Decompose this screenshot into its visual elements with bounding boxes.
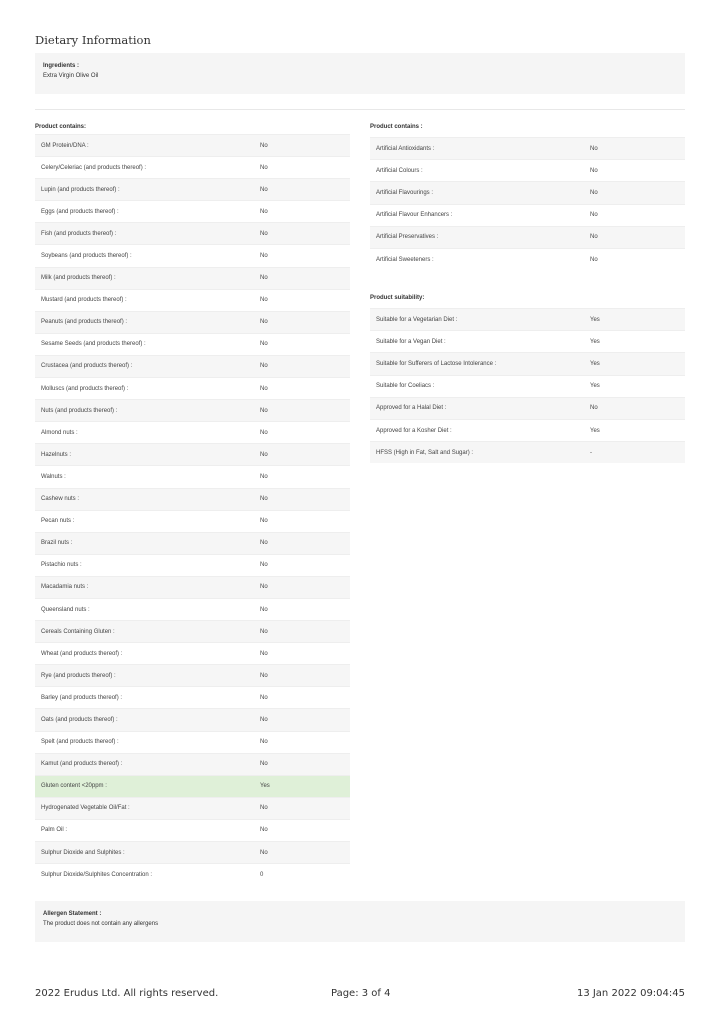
table-row (35, 200, 350, 222)
row-label: Soybeans (and products thereof) : (41, 253, 132, 260)
row-label: Artificial Flavourings : (376, 189, 434, 196)
row-value: Yes (590, 360, 600, 367)
row-value: No (260, 827, 268, 834)
table-row (35, 510, 350, 532)
table-row (35, 841, 350, 863)
row-value: No (260, 628, 268, 635)
row-value: No (260, 606, 268, 613)
row-label: Kamut (and products thereof) : (41, 761, 123, 768)
row-value: No (260, 451, 268, 458)
table-row (370, 159, 685, 181)
table-row (35, 753, 350, 775)
row-value: No (590, 405, 598, 412)
table-row (35, 222, 350, 244)
row-value: No (260, 716, 268, 723)
table-row (370, 137, 685, 159)
row-label: Almond nuts : (41, 429, 78, 436)
row-label: Artificial Antioxidants : (376, 145, 435, 152)
row-label: Walnuts : (41, 473, 66, 480)
row-value: No (260, 496, 268, 503)
row-value: No (260, 208, 268, 215)
table-row (35, 134, 350, 156)
right-contains-heading: Product contains : (370, 124, 423, 130)
row-label: Approved for a Kosher Diet : (376, 427, 452, 434)
row-label: Wheat (and products thereof) : (41, 650, 123, 657)
row-value: No (260, 341, 268, 348)
table-row (35, 311, 350, 333)
footer-timestamp: 13 Jan 2022 09:04:45 (576, 988, 685, 999)
row-value: No (260, 429, 268, 436)
table-row (370, 308, 685, 330)
row-value: No (260, 540, 268, 547)
section-divider (35, 109, 685, 110)
row-value: No (260, 584, 268, 591)
row-value: No (260, 761, 268, 768)
table-row (35, 620, 350, 642)
row-label: Artificial Colours : (376, 167, 423, 174)
row-label: Spelt (and products thereof) : (41, 739, 119, 746)
row-label: Milk (and products thereof) : (41, 275, 116, 282)
row-value: No (260, 672, 268, 679)
row-value: No (260, 164, 268, 171)
row-label: Celery/Celeriac (and products thereof) : (41, 164, 147, 171)
row-label: Artificial Preservatives : (376, 234, 439, 241)
row-label: Cereals Containing Gluten : (41, 628, 115, 635)
row-value: No (590, 234, 598, 241)
table-row (35, 775, 350, 797)
table-row (35, 686, 350, 708)
suitability-table (370, 308, 685, 463)
table-row (370, 181, 685, 203)
row-label: Barley (and products thereof) : (41, 694, 123, 701)
allergen-box (35, 901, 685, 942)
row-label: Pecan nuts : (41, 518, 75, 525)
table-row (35, 598, 350, 620)
table-row (35, 465, 350, 487)
table-row (35, 289, 350, 311)
row-label: Peanuts (and products thereof) : (41, 319, 128, 326)
table-row (35, 178, 350, 200)
allergen-label: Allergen Statement : (43, 911, 102, 917)
row-value: Yes (590, 383, 600, 390)
row-label: Sulphur Dioxide and Sulphites : (41, 849, 125, 856)
table-row (370, 441, 685, 463)
row-label: Molluscs (and products thereof) : (41, 385, 129, 392)
table-row (35, 333, 350, 355)
table-row (35, 399, 350, 421)
row-label: Artificial Sweeteners : (376, 256, 434, 263)
allergen-value: The product does not contain any allergens (43, 921, 159, 927)
row-value: No (260, 407, 268, 414)
row-label: Suitable for a Vegan Diet : (376, 338, 446, 345)
footer-page-number: Page: 3 of 4 (331, 988, 391, 999)
row-label: Pistachio nuts : (41, 562, 82, 569)
row-value: No (590, 212, 598, 219)
row-value: 0 (260, 871, 264, 878)
row-value: No (260, 694, 268, 701)
row-label: Sesame Seeds (and products thereof) : (41, 341, 146, 348)
row-label: Crustacea (and products thereof) : (41, 363, 133, 370)
row-value: No (260, 319, 268, 326)
row-value: - (590, 449, 592, 456)
row-label: Eggs (and products thereof) : (41, 208, 119, 215)
right-contains-table (370, 137, 685, 270)
row-label: Oats (and products thereof) : (41, 716, 118, 723)
ingredients-box (35, 53, 685, 94)
row-label: GM Protein/DNA : (41, 142, 89, 149)
row-value: Yes (590, 338, 600, 345)
row-label: Gluten content <20ppm : (41, 783, 107, 790)
ingredients-value: Extra Virgin Olive Oil (43, 73, 99, 79)
row-value: No (260, 275, 268, 282)
row-label: Lupin (and products thereof) : (41, 186, 120, 193)
row-label: Approved for a Halal Diet : (376, 405, 447, 412)
table-row (370, 419, 685, 441)
table-row (370, 248, 685, 270)
suitability-heading: Product suitability: (370, 295, 425, 301)
footer-copyright: 2022 Erudus Ltd. All rights reserved. (35, 988, 219, 999)
table-row (370, 352, 685, 374)
row-value: No (260, 253, 268, 260)
row-value: Yes (590, 316, 600, 323)
row-value: No (260, 297, 268, 304)
row-value: No (260, 363, 268, 370)
table-row (35, 576, 350, 598)
row-value: No (260, 230, 268, 237)
row-value: No (260, 739, 268, 746)
table-row (35, 642, 350, 664)
table-row (35, 267, 350, 289)
table-row (370, 226, 685, 248)
row-value: No (260, 473, 268, 480)
row-value: No (260, 805, 268, 812)
row-value: No (260, 849, 268, 856)
table-row (370, 330, 685, 352)
row-label: Hydrogenated Vegetable Oil/Fat : (41, 805, 130, 812)
row-value: No (260, 650, 268, 657)
row-value: No (260, 186, 268, 193)
row-value: No (260, 385, 268, 392)
row-value: No (590, 256, 598, 263)
table-row (35, 731, 350, 753)
row-label: Mustard (and products thereof) : (41, 297, 127, 304)
ingredients-label: Ingredients : (43, 63, 80, 69)
row-label: Macadamia nuts : (41, 584, 89, 591)
table-row (35, 708, 350, 730)
table-row (35, 377, 350, 399)
row-label: Suitable for Coeliacs : (376, 383, 435, 390)
page-title: Dietary Information (35, 33, 151, 47)
table-row (35, 819, 350, 841)
row-label: Hazelnuts : (41, 451, 72, 458)
row-label: Artificial Flavour Enhancers : (376, 212, 453, 219)
row-value: No (590, 189, 598, 196)
row-value: Yes (260, 783, 270, 790)
row-label: Brazil nuts : (41, 540, 73, 547)
row-label: Palm Oil : (41, 827, 68, 834)
table-row (35, 664, 350, 686)
row-label: Suitable for Sufferers of Lactose Intolerance : (376, 360, 497, 367)
row-label: Suitable for a Vegetarian Diet : (376, 316, 458, 323)
table-row (370, 397, 685, 419)
table-row (35, 421, 350, 443)
row-value: No (260, 562, 268, 569)
table-row (35, 554, 350, 576)
row-label: Fish (and products thereof) : (41, 230, 117, 237)
row-value: No (260, 142, 268, 149)
table-row (35, 355, 350, 377)
table-row (35, 156, 350, 178)
row-value: Yes (590, 427, 600, 434)
table-row (35, 488, 350, 510)
row-value: No (260, 518, 268, 525)
table-row (35, 443, 350, 465)
row-value: No (590, 145, 598, 152)
table-row (35, 863, 350, 885)
row-label: HFSS (High in Fat, Salt and Sugar) : (376, 449, 474, 456)
table-row (35, 797, 350, 819)
left-contains-heading: Product contains: (35, 124, 87, 130)
row-label: Nuts (and products thereof) : (41, 407, 118, 414)
table-row (35, 244, 350, 266)
table-row (35, 532, 350, 554)
row-value: No (590, 167, 598, 174)
table-row (370, 375, 685, 397)
row-label: Cashew nuts : (41, 496, 80, 503)
left-contains-table (35, 134, 350, 885)
table-row (370, 204, 685, 226)
row-label: Sulphur Dioxide/Sulphites Concentration : (41, 871, 153, 878)
row-label: Rye (and products thereof) : (41, 672, 116, 679)
row-label: Queensland nuts : (41, 606, 90, 613)
